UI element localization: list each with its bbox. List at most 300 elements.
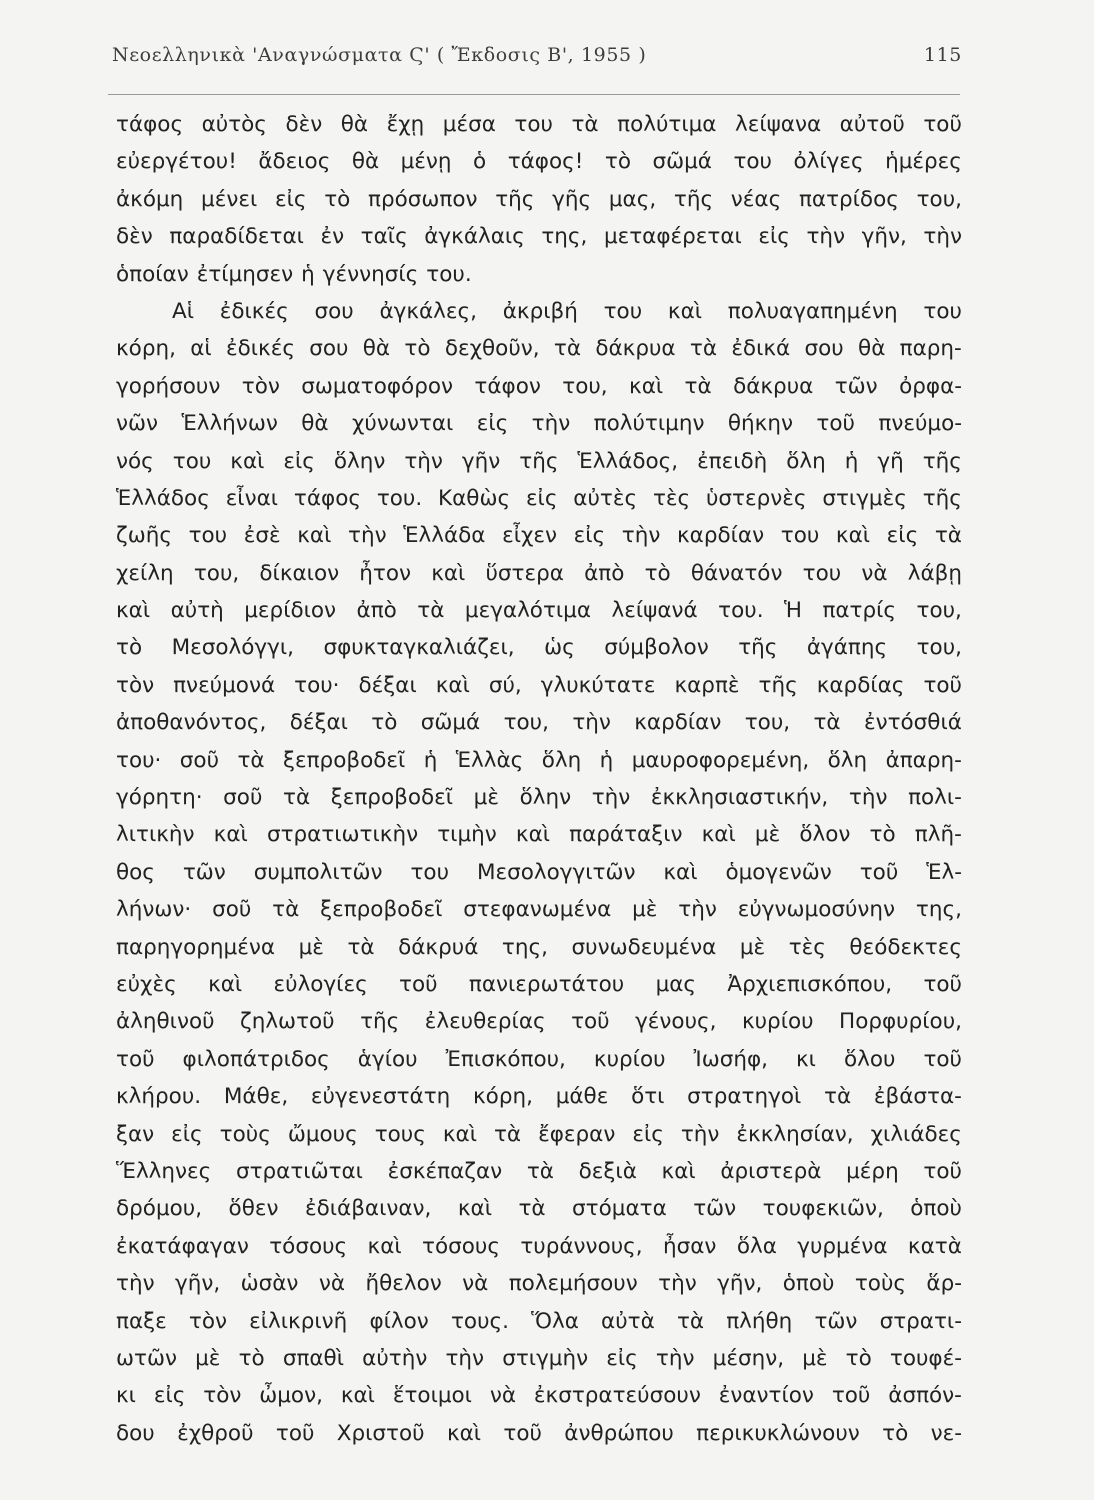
word: πατρίδος [798, 186, 899, 212]
word: περικυκλώνουν [696, 1420, 860, 1446]
word: τὸ [644, 560, 671, 586]
word: καὶ [515, 822, 551, 848]
word: του· [116, 747, 162, 773]
word: τὸ [238, 1345, 265, 1371]
word: γῆν, [861, 224, 907, 250]
word: τοῦ [571, 1009, 610, 1035]
word: καὶ [661, 1158, 696, 1184]
word: μας [655, 971, 697, 997]
word: ἐσκέπαζαν [387, 1158, 503, 1184]
word: σοῦ [212, 897, 252, 923]
word: ἐσὲ [243, 523, 281, 549]
word: Ἑλλάδος [116, 485, 210, 511]
word: τὰ [283, 785, 311, 811]
word: τὸν [188, 1308, 227, 1334]
word: νέας [730, 186, 782, 212]
word: συνωδευμένα [571, 934, 717, 960]
word: καὶ [442, 1121, 477, 1147]
word: σου [309, 336, 349, 362]
word: καὶ [435, 672, 470, 698]
word: νός [116, 448, 154, 474]
text-line [116, 742, 962, 779]
word: καρδίαν [677, 523, 765, 549]
word: τοῦ [923, 672, 962, 698]
word: της, [915, 897, 962, 923]
word: τὰ [684, 373, 712, 399]
word: ὕστερα [485, 560, 564, 586]
text-line [116, 891, 962, 928]
word: ὁποίαν [116, 261, 189, 287]
word: εἰς [171, 1121, 203, 1147]
text-line [116, 1041, 962, 1078]
word: σοῦ [179, 747, 220, 773]
word: ὑστερνὲς [705, 485, 807, 511]
word: εἰς [758, 224, 790, 250]
word: σῶμά [652, 149, 712, 175]
word: ἕτοιμοι [392, 1383, 472, 1409]
word: στρατιῶται [235, 1158, 363, 1184]
word: ὅλη [827, 747, 868, 773]
word: στόματα [572, 1196, 667, 1222]
word: τιμὴν [437, 822, 497, 848]
word: τὸ [845, 1345, 872, 1371]
word: αὐτὲς [573, 485, 638, 511]
word: ἐναντίον [718, 1383, 814, 1409]
text-line [116, 1340, 962, 1377]
word: σοῦ [223, 785, 263, 811]
word: τους [374, 1121, 426, 1147]
word: ἐλευθερίας [424, 1009, 546, 1035]
word: τὸν [116, 672, 155, 698]
word: πανιερωτάτου [468, 971, 625, 997]
word: μεταφέρεται [603, 224, 742, 250]
word: τους. [450, 1308, 509, 1334]
word: τοῦ [923, 1158, 962, 1184]
word: τοῦ [116, 1046, 155, 1072]
text-line [116, 1003, 962, 1040]
word: στρατηγοὶ [687, 1084, 802, 1110]
word: εὐεργέτου! [116, 149, 237, 175]
word: τὴν [848, 785, 888, 811]
word: ἀγκάλες, [379, 298, 477, 324]
word: τῆς [922, 485, 962, 511]
word: τόσους [422, 1233, 500, 1259]
word: Ἰωσήφ, [693, 1046, 768, 1072]
word: αὐτὰ [601, 1308, 655, 1334]
word: δρόμου, [116, 1196, 203, 1222]
word: τὸ [604, 149, 631, 175]
text-line [116, 1228, 962, 1265]
word: Ἑλλάδα [403, 523, 486, 549]
word: τὴν [655, 1345, 695, 1371]
word: τὰ [824, 1084, 852, 1110]
word: εἰς [274, 186, 307, 212]
word: καὶ [116, 598, 151, 624]
word: ἐδικά [731, 336, 791, 362]
text-line [116, 779, 962, 816]
word: καὶ [667, 298, 703, 324]
word: εἶναι [225, 485, 279, 511]
text-line [116, 629, 962, 666]
text-line [116, 218, 962, 255]
word: θὰ [858, 336, 886, 362]
word: του [603, 298, 643, 324]
word: ξαν [116, 1121, 155, 1147]
word: ὅλη [541, 747, 582, 773]
word: ὁ [473, 149, 487, 175]
word: ὁποὺ [782, 1271, 835, 1297]
word: ἡμέρες [885, 149, 962, 175]
word: εὐγνωμοσύνην [737, 897, 896, 923]
word: τῆς [738, 635, 778, 661]
word: τὰ [237, 747, 265, 773]
word: γῆν [461, 448, 501, 474]
word: τὴν [348, 523, 387, 549]
word: ἐκστρατεύσουν [533, 1383, 701, 1409]
word: ἐντόσθιά [863, 710, 962, 736]
word: εἰς [886, 523, 919, 549]
word: χύνωνται [352, 411, 454, 437]
word: του [802, 560, 842, 586]
word: πλήθη [726, 1308, 793, 1334]
word: του, [193, 560, 240, 586]
word: ὀρφα- [899, 373, 962, 399]
word: τάφος! [507, 149, 584, 175]
word: του. [426, 261, 472, 287]
word: μεγαλότιμα [464, 598, 592, 624]
word: καὶ [208, 971, 243, 997]
word: πνεύμονά [173, 672, 276, 698]
word: μὲ [473, 785, 499, 811]
text-line [116, 293, 962, 330]
word: Αἱ [172, 298, 194, 324]
word: γέννησίς [322, 261, 419, 287]
text-line [116, 592, 962, 629]
word: ἐδικές [225, 336, 295, 362]
text-line [116, 143, 962, 180]
word: παρη- [899, 336, 962, 362]
word: τῶν [814, 1308, 858, 1334]
word: τὰ [689, 336, 718, 362]
word: νὰ [318, 1271, 346, 1297]
word: σωματοφόρον [301, 373, 454, 399]
word: μέσα [442, 112, 496, 137]
word: γένους, [635, 1009, 717, 1035]
word: καὶ [835, 523, 871, 549]
text-line [116, 106, 962, 143]
word: ὁμογενῶν [725, 859, 832, 885]
word: του [733, 149, 772, 175]
word: συμπολιτῶν [253, 859, 383, 885]
word: του, [503, 710, 549, 736]
word: τὴν [531, 411, 571, 437]
word: τὰ [571, 112, 599, 137]
word: θὰ [301, 411, 329, 437]
text-line [116, 929, 962, 966]
word: δάκρυα [733, 373, 814, 399]
word: του [780, 523, 820, 549]
word: ἀποθανόντος, [116, 710, 267, 736]
word: λιτικὴν [116, 822, 195, 848]
word: κατὰ [907, 1233, 962, 1259]
word: καὶ [230, 448, 265, 474]
word: μάθε [555, 1084, 609, 1110]
word: Ἡ [784, 598, 802, 624]
text-line [116, 1303, 962, 1340]
word: ἐπειδὴ [697, 448, 768, 474]
text-line [116, 1078, 962, 1115]
word: του [172, 448, 212, 474]
word: ἔχῃ [386, 112, 425, 137]
word: παράταξιν [569, 822, 683, 848]
word: Ἕλληνες [116, 1158, 212, 1184]
word: σου [804, 336, 844, 362]
word: τοῦ [923, 1046, 962, 1072]
word: εἰλικρινῆ [249, 1308, 348, 1334]
word: πολυαγαπημένη [727, 298, 898, 324]
word: θήκην [727, 411, 793, 437]
word: μέρη [846, 1158, 899, 1184]
word: παξε [116, 1308, 167, 1334]
word: λείψανά [611, 598, 698, 624]
word: ὅλα [736, 1233, 777, 1259]
word: κόρη, [473, 1084, 533, 1110]
word: εὐγενεστάτη [310, 1084, 451, 1110]
word: τὴν [678, 897, 717, 923]
word: Ἑλλήνων [181, 411, 278, 437]
word: δεχθοῦν, [444, 336, 540, 362]
word: τουφεκιῶν, [762, 1196, 884, 1222]
text-line [116, 480, 962, 517]
word: λάβῃ [907, 560, 962, 586]
word: καὶ [431, 560, 466, 586]
word: γῆν, [717, 1271, 763, 1297]
word: εἰς [153, 1383, 186, 1409]
word: καὶ [297, 523, 332, 549]
word: τὰ [676, 1308, 705, 1334]
word: του· [294, 672, 340, 698]
word: ὅλην [519, 785, 572, 811]
word: του, [562, 373, 608, 399]
word: τὸ [882, 1420, 909, 1446]
word: τοῦ [399, 971, 438, 997]
word: στεφανωμένα [463, 897, 612, 923]
word: τὰ [518, 1196, 546, 1222]
word: μένῃ [400, 149, 452, 175]
word: μέσην, [712, 1345, 785, 1371]
word: σύ, [488, 672, 522, 698]
word: τὸ [404, 336, 431, 362]
word: γῆς [552, 186, 592, 212]
word: ἄδειος [258, 149, 331, 175]
word: τοὺς [219, 1121, 271, 1147]
word: στιγμὲς [822, 485, 907, 511]
word: μὲ [802, 1345, 828, 1371]
word: κόρη, [116, 336, 176, 362]
word: γῆ [877, 448, 904, 474]
header-rule [108, 94, 960, 95]
word: αἱ [190, 336, 212, 362]
word: τοῦ [859, 859, 899, 885]
word: Ἀρχιεπισκόπου, [727, 971, 893, 997]
word: καὶ [701, 822, 736, 848]
word: στιγμὴν [502, 1345, 589, 1371]
word: τὴν [116, 1271, 155, 1297]
word: τοῦ [923, 112, 962, 137]
word: πλῆ- [914, 822, 962, 848]
word: ὅλον [799, 822, 851, 848]
word: τουφέ- [889, 1345, 962, 1371]
word: τὴν [923, 224, 962, 250]
word: τὴν [591, 785, 631, 811]
word: αὐτὸς [201, 112, 267, 137]
word: τῆς [673, 186, 714, 212]
word: ἀσπόν- [888, 1383, 962, 1409]
word: ἀπαρη- [885, 747, 962, 773]
word: καὶ [213, 822, 248, 848]
word: ὅλη [786, 448, 826, 474]
word: κυρίου [593, 1046, 666, 1072]
word: τὰ [553, 336, 582, 362]
word: εἰς [606, 1345, 638, 1371]
word: τὸ [371, 710, 398, 736]
word: τόσους [269, 1233, 348, 1259]
text-line [116, 517, 962, 554]
word: καὶ [446, 1420, 482, 1446]
word: χιλιάδες [870, 1121, 962, 1147]
word: αὐτὴν [362, 1345, 428, 1371]
word: λήνων· [116, 897, 192, 923]
word: ἐβάστα- [873, 1084, 962, 1110]
word: ἐτίμησεν [196, 261, 294, 287]
word: εἰς [632, 1121, 664, 1147]
word: του [923, 298, 962, 324]
text-line [116, 405, 962, 442]
text-line [116, 181, 962, 218]
word: τοῦ [275, 1420, 315, 1446]
word: λείψανα [734, 112, 822, 137]
word: του, [916, 635, 962, 661]
word: ζωῆς [116, 523, 172, 549]
word: τῆς [519, 448, 559, 474]
word: ἐκκλησίαν, [736, 1121, 854, 1147]
word: ταῖς [360, 224, 408, 250]
word: γόρητη· [116, 785, 203, 811]
word: ἐδιάβαιναν, [304, 1196, 432, 1222]
word: του, [916, 186, 962, 212]
word: γλυκύτατε [540, 672, 656, 698]
word: τὲς [788, 934, 826, 960]
word: ὅλην [333, 448, 386, 474]
word: Ὅλα [531, 1308, 579, 1334]
word: καρδίαν [634, 710, 722, 736]
word: πατρίς [822, 598, 897, 624]
word: τὰ [526, 1158, 554, 1184]
body-text [116, 106, 962, 1452]
word: τὸ [116, 635, 143, 661]
word: τοὺς [854, 1271, 907, 1297]
word: καρδίας [816, 672, 905, 698]
text-line [116, 443, 962, 480]
word: Χριστοῦ [336, 1420, 425, 1446]
word: νῶν [116, 411, 159, 437]
word: τὴν [621, 523, 661, 549]
word: παραδίδεται [169, 224, 304, 250]
word: μένει [201, 186, 258, 212]
word: πρόσωπον [368, 186, 478, 212]
word: ὤμους [287, 1121, 358, 1147]
word: ἁγίου [357, 1046, 418, 1072]
word: της, [501, 934, 548, 960]
word: τὸν [241, 373, 280, 399]
word: ὁποὺ [910, 1196, 962, 1222]
text-line [116, 704, 962, 741]
word: νὰ [489, 1383, 517, 1409]
word: τὴν [806, 224, 846, 250]
word: τὴν [572, 710, 611, 736]
word: ἀληθινοῦ [116, 1009, 215, 1035]
word: εἰς [573, 523, 606, 549]
word: Καθὼς [438, 485, 511, 511]
word: ὅλου [843, 1046, 896, 1072]
text-line [116, 330, 962, 367]
word: τὸ [324, 186, 351, 212]
text-line [116, 667, 962, 704]
word: τῆς [360, 1009, 400, 1035]
word: ἐκκλησιαστικήν, [650, 785, 829, 811]
word: θάνατόν [690, 560, 783, 586]
word: θὰ [351, 149, 380, 175]
word: εἶχεν [502, 523, 558, 549]
word: ξεπροβοδεῖ [320, 897, 443, 923]
word: θὰ [362, 336, 391, 362]
word: δεξιὰ [578, 1158, 637, 1184]
word: του [410, 859, 450, 885]
word: καὶ [663, 859, 698, 885]
word: πολεμήσουν [508, 1271, 638, 1297]
word: Μεσολόγγι, [171, 635, 294, 661]
word: τὰ [272, 897, 300, 923]
word: τὰ [417, 598, 445, 624]
word: μαυροφορεμένη, [631, 747, 810, 773]
word: ἀπὸ [584, 560, 625, 586]
word: μὲ [298, 934, 324, 960]
word: φιλοπάτριδος [182, 1046, 330, 1072]
word: σου [314, 298, 354, 324]
word: αὐτὴ [170, 598, 224, 624]
word: σπαθὶ [282, 1345, 344, 1371]
word: τῶν [182, 859, 226, 885]
word: νὰ [861, 560, 888, 586]
word: καὶ [367, 1233, 402, 1259]
word: Πορφυρίου, [839, 1009, 962, 1035]
word: τῆς [495, 186, 535, 212]
word: εὐλογίες [273, 971, 368, 997]
word: ὦμον, [259, 1383, 323, 1409]
word: κι [796, 1046, 816, 1072]
word: τῶν [693, 1196, 737, 1222]
text-line [116, 368, 962, 405]
word: εἰς [283, 448, 315, 474]
word: τὸν [203, 1383, 242, 1409]
word: μὲ [754, 822, 781, 848]
word: φίλον [369, 1308, 429, 1334]
word: τοῦ [831, 1383, 871, 1409]
word: τοῦ [923, 971, 962, 997]
word: δου [116, 1420, 155, 1446]
header-title: Νεοελληνικὰ 'Αναγνώσματα Ϛ' ( Ἔκδοσις Β', 1955 ) [112, 44, 647, 66]
word: τῆς [922, 448, 962, 474]
